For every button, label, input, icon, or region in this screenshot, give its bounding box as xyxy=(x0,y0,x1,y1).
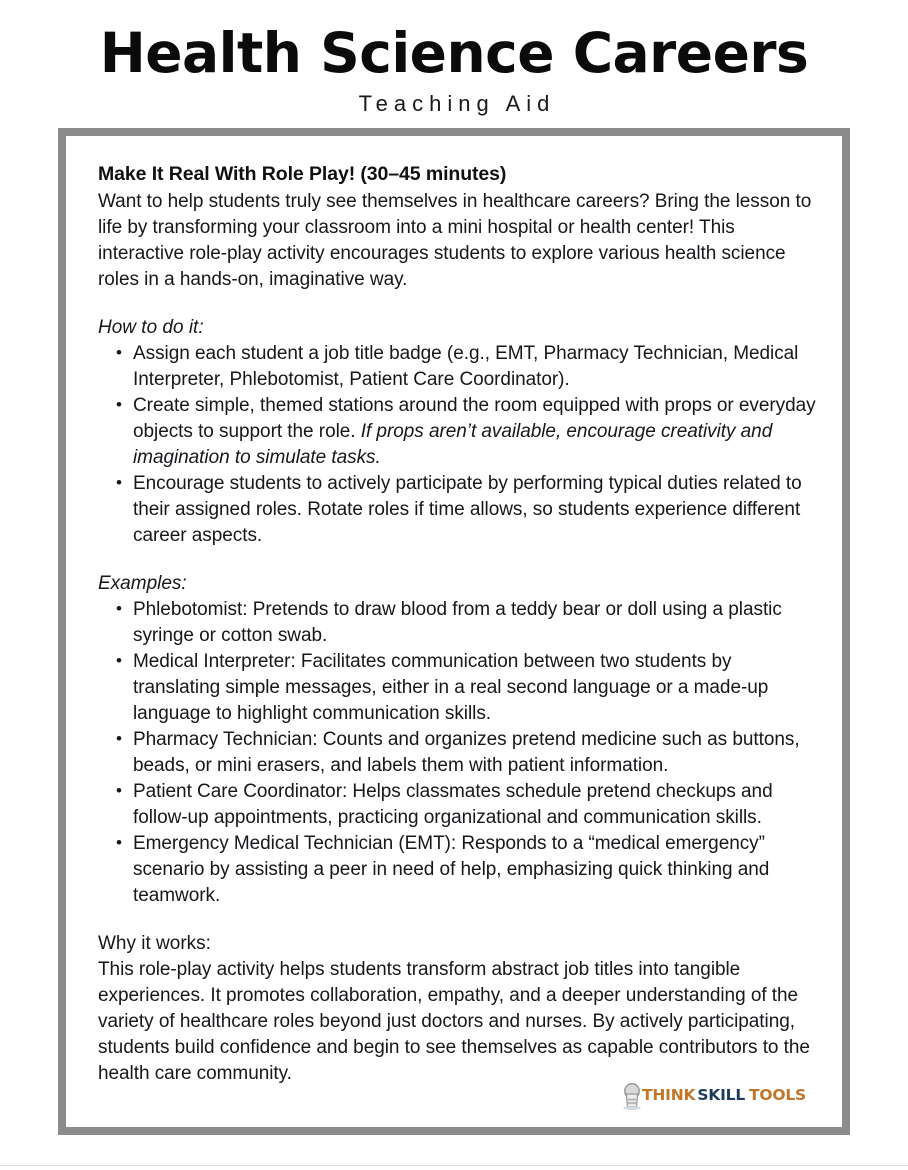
brand-logo xyxy=(621,1081,806,1111)
list-item-text: Create simple, themed stations around the room equipped with props or everyday objects to support the role. xyxy=(133,394,816,442)
list-item-text: Assign each student a job title badge (e.g., EMT, Pharmacy Technician, Medical Interpreter, Phlebotomist, Patient Care Coordinator). xyxy=(133,342,799,390)
spacer xyxy=(98,293,820,315)
list-item-emphasis: If props aren’t available, encourage creativity and imagination to simulate tasks. xyxy=(133,420,773,468)
activity-heading: Make It Real With Role Play! (30–45 minutes) xyxy=(98,163,507,185)
page-title: Health Science Careers xyxy=(99,21,809,85)
list-item: • Medical Interpreter: Facilitates communication between two students by translating simple messages, either in a real second language or a made-up language to highlight communication skills. xyxy=(98,649,820,727)
page-bottom-divider xyxy=(0,1165,908,1166)
logo-word-think: THINK xyxy=(642,1086,696,1105)
list-item-text: Encourage students to actively participate by performing typical duties related to their assigned roles. Rotate roles if time allows, so students experience different career aspects. xyxy=(133,472,802,546)
list-item: • Pharmacy Technician: Counts and organizes pretend medicine such as buttons, beads, or mini erasers, and labels them with patient information. xyxy=(98,727,820,779)
content-body xyxy=(98,162,820,1117)
why-it-works-label: Why it works: xyxy=(98,933,211,955)
examples-list xyxy=(98,597,820,909)
spacer xyxy=(98,909,820,931)
logo-word-tools: TOOLS xyxy=(749,1086,806,1105)
list-item: • Patient Care Coordinator: Helps classmates schedule pretend checkups and follow-up appointments, practicing organizational and communication skills. xyxy=(98,779,820,831)
examples-label: Examples: xyxy=(98,572,187,594)
logo-word-skill: SKILL xyxy=(697,1086,746,1105)
page-subtitle: Teaching Aid xyxy=(358,91,556,117)
list-item xyxy=(98,393,820,471)
list-item: • Emergency Medical Technician (EMT): Responds to a “medical emergency” scenario by assisting a peer in need of help, emphasizing quick thinking and teamwork. xyxy=(98,831,820,909)
how-to-label: How to do it: xyxy=(98,316,204,338)
why-it-works-paragraph: This role-play activity helps students transform abstract job titles into tangible experiences. It promotes collaboration, empathy, and a deeper understanding of the variety of healthcare roles beyond just doctors and nurses. By actively participating, students build confidence and begin to see themselves as capable contributors to the health care community. xyxy=(98,959,810,1085)
lightbulb-head-icon xyxy=(619,1082,645,1110)
how-to-list xyxy=(98,341,820,549)
intro-paragraph: Want to help students truly see themselves in healthcare careers? Bring the lesson to life by transforming your classroom into a mini hospital or health center! This interactive role-play activity encourages students to explore various health science roles in a hands-on, imaginative way. xyxy=(98,190,812,290)
list-item xyxy=(98,471,820,549)
content-frame xyxy=(58,128,850,1135)
document-header xyxy=(0,21,908,117)
list-item: • Phlebotomist: Pretends to draw blood from a teddy bear or doll using a plastic syringe or cotton swab. xyxy=(98,597,820,649)
spacer xyxy=(98,549,820,571)
list-item xyxy=(98,341,820,393)
logo-wordmark xyxy=(642,1088,806,1104)
